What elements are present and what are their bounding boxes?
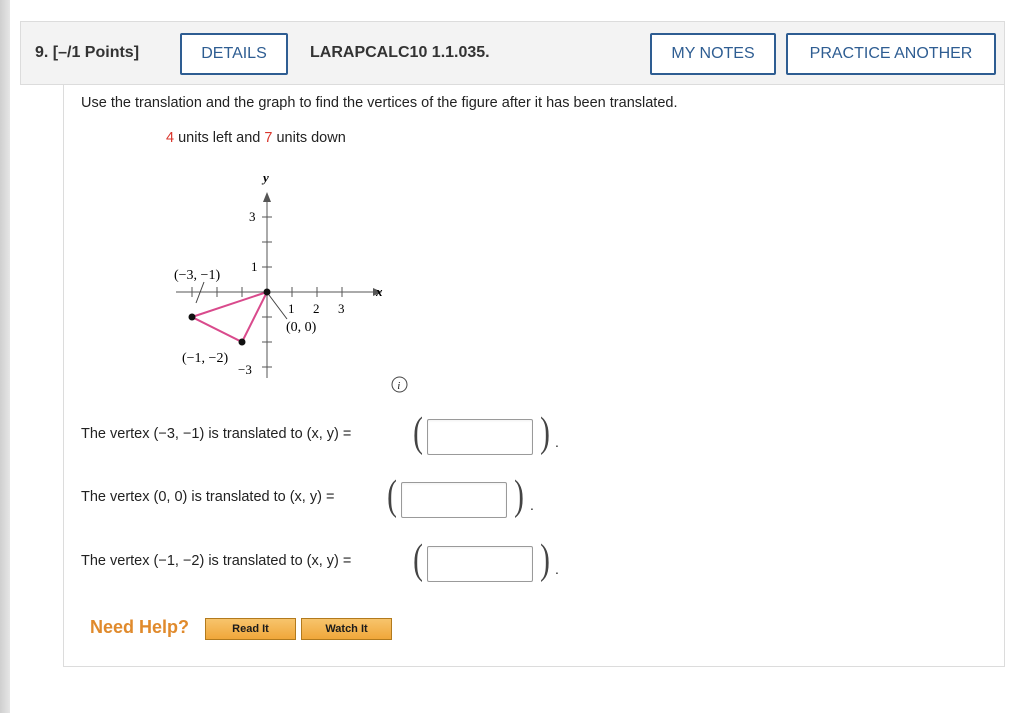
answer-row-2 xyxy=(81,473,541,519)
tick-label-x1: 1 xyxy=(288,301,295,316)
answer-row-1 xyxy=(81,410,561,456)
tick-label-x2: 2 xyxy=(313,301,320,316)
info-icon[interactable] xyxy=(391,376,408,393)
close-paren: ) xyxy=(540,410,550,456)
question-id: LARAPCALC10 1.1.035. xyxy=(310,44,490,61)
shift-left-value: 4 xyxy=(166,130,175,146)
open-paren: ( xyxy=(413,537,423,583)
y-axis-label: y xyxy=(263,170,269,185)
left-scroll-rail xyxy=(0,0,10,713)
point-label-c: (−1, −2) xyxy=(182,351,229,366)
answer-label-1: The vertex (−3, −1) is translated to (x, y) = xyxy=(81,426,352,442)
answer-label-3: The vertex (−1, −2) is translated to (x, y) = xyxy=(81,553,352,569)
y-axis-arrow xyxy=(263,192,271,202)
instructions-text: Use the translation and the graph to find the vertices of the figure after it has been translated. xyxy=(81,95,678,111)
watch-it-button[interactable]: Watch It xyxy=(301,618,392,640)
need-help-label: Need Help? xyxy=(90,617,190,637)
open-paren: ( xyxy=(413,410,423,456)
read-it-button[interactable]: Read It xyxy=(205,618,296,640)
period: . xyxy=(530,497,534,513)
vertex-point-2 xyxy=(264,289,271,296)
tick-label-y3: 3 xyxy=(249,209,256,224)
practice-another-button[interactable]: PRACTICE ANOTHER xyxy=(786,33,996,75)
close-paren: ) xyxy=(540,537,550,583)
shift-left-text: units left and xyxy=(174,130,265,146)
point-label-b: (0, 0) xyxy=(286,320,317,335)
question-header xyxy=(20,21,1005,85)
open-paren: ( xyxy=(387,473,397,519)
answer-input-1[interactable] xyxy=(427,419,533,455)
period: . xyxy=(555,434,559,450)
svg-text:i: i xyxy=(397,380,401,392)
triangle-outline xyxy=(192,292,267,342)
vertex-point-1 xyxy=(189,314,196,321)
point-label-a: (−3, −1) xyxy=(174,268,221,283)
period: . xyxy=(555,561,559,577)
translation-statement xyxy=(166,130,346,146)
tick-label-x3: 3 xyxy=(338,301,345,316)
vertex-point-3 xyxy=(239,339,246,346)
label-b-leader xyxy=(269,295,287,319)
my-notes-button[interactable]: MY NOTES xyxy=(650,33,776,75)
answer-input-3[interactable] xyxy=(427,546,533,582)
tick-label-ym3: −3 xyxy=(238,362,252,377)
tick-label-y1: 1 xyxy=(251,259,258,274)
shift-down-text: units down xyxy=(272,130,346,146)
close-paren: ) xyxy=(514,473,524,519)
triangle xyxy=(189,289,271,346)
x-axis-label: x xyxy=(376,284,383,299)
answer-input-2[interactable] xyxy=(401,482,507,518)
answer-row-3 xyxy=(81,537,561,583)
answer-label-2: The vertex (0, 0) is translated to (x, y) = xyxy=(81,489,335,505)
coordinate-graph xyxy=(168,168,398,382)
shift-down-value: 7 xyxy=(264,130,273,146)
details-button[interactable]: DETAILS xyxy=(180,33,288,75)
question-number: 9. [–/1 Points] xyxy=(35,44,140,61)
